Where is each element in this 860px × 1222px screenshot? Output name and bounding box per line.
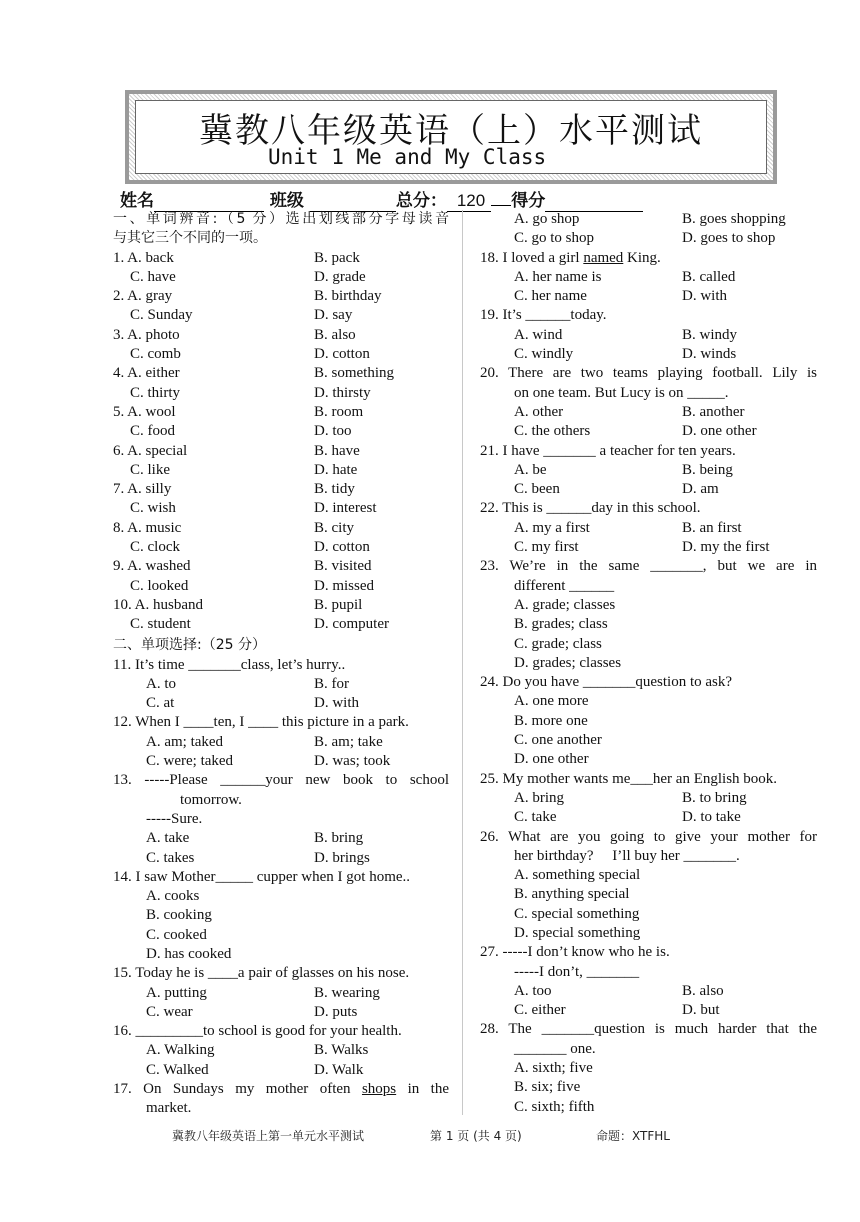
option[interactable]: B. birthday <box>314 288 382 305</box>
option[interactable]: 8. A. music <box>113 519 182 536</box>
question-20: 20. There are two teams playing football. Lily is <box>480 365 817 382</box>
q18-options-row-2 <box>480 287 817 306</box>
phonics-question-3-row-2 <box>113 345 449 364</box>
q12-options-row-1 <box>113 733 449 752</box>
question-22: 22. This is ______day in this school. <box>480 500 701 517</box>
option[interactable]: D. with <box>314 695 359 712</box>
option[interactable]: B. bring <box>314 830 364 847</box>
option[interactable]: D. missed <box>314 577 374 594</box>
phonics-question-5-row-2 <box>113 422 449 441</box>
option[interactable]: C. either <box>514 1002 566 1019</box>
option[interactable]: C. like <box>130 461 170 478</box>
option[interactable]: 4. A. either <box>113 365 180 382</box>
option[interactable]: 7. A. silly <box>113 481 172 498</box>
option[interactable]: C. windly <box>514 346 574 363</box>
phonics-question-10-row-2 <box>113 615 449 634</box>
option[interactable]: B. goes shopping <box>682 211 786 227</box>
option[interactable]: B. have <box>314 442 360 459</box>
q12-options-row-2 <box>113 752 449 771</box>
question-26: 26. What are you going to give your mother for <box>480 828 817 845</box>
class-label: 班级 <box>269 191 304 211</box>
option[interactable]: B. wearing <box>314 984 380 1001</box>
option[interactable]: A. be <box>514 461 547 478</box>
question-23-cont: different ______ <box>514 577 615 594</box>
option[interactable]: B. anything special <box>514 886 630 903</box>
q16-options-row-1 <box>113 1041 449 1060</box>
option[interactable]: C. food <box>130 423 175 440</box>
option[interactable]: D. winds <box>682 346 737 363</box>
option[interactable]: B. visited <box>314 558 372 575</box>
option[interactable]: 2. A. gray <box>113 288 173 305</box>
question-13: 13. -----Please ______your new book to school <box>113 772 449 789</box>
option[interactable]: C. comb <box>130 346 181 363</box>
question-17-cont: market. <box>146 1100 192 1117</box>
option[interactable]: B. grades; class <box>514 616 608 633</box>
option[interactable]: A. take <box>146 830 190 847</box>
question-27: 27. -----I don’t know who he is. <box>480 944 670 961</box>
option[interactable]: B. being <box>682 461 733 478</box>
question-26-cont: her birthday? I’ll buy her _______. <box>514 847 740 864</box>
option[interactable]: D. grades; classes <box>514 654 622 671</box>
option[interactable]: C. the others <box>514 423 591 440</box>
q17-options-row-1 <box>480 210 817 229</box>
q13-options-row-2 <box>113 849 449 868</box>
phonics-question-6-row-1 <box>113 442 449 461</box>
question-18 <box>480 249 817 268</box>
q13-options-row-1 <box>113 829 449 848</box>
option[interactable]: 9. A. washed <box>113 558 191 575</box>
q21-options-row-1 <box>480 461 817 480</box>
option[interactable]: C. at <box>146 695 175 712</box>
option[interactable]: A. to <box>146 675 176 692</box>
q18-text-end: King. <box>623 249 661 266</box>
phonics-question-7-row-2 <box>113 499 449 518</box>
option[interactable]: D. too <box>314 423 352 440</box>
section-2-heading: 二、单项选择:（25 分） <box>113 636 266 653</box>
option[interactable]: A. go shop <box>514 211 580 227</box>
option[interactable]: A. wind <box>514 326 563 343</box>
option[interactable]: A. my a first <box>514 519 590 536</box>
question-13-reply: -----Sure. <box>146 810 203 827</box>
phonics-question-10-row-1 <box>113 596 449 615</box>
option[interactable]: D. grade <box>314 268 366 285</box>
option[interactable]: C. special something <box>514 905 640 922</box>
option[interactable]: C. one another <box>514 732 602 749</box>
section-1-heading-cont: 与其它三个不同的一项。 <box>113 230 267 247</box>
option[interactable]: A. Walking <box>146 1042 215 1059</box>
option[interactable]: D. am <box>682 481 719 498</box>
q18-text: 18. I loved a girl <box>480 249 584 266</box>
option[interactable]: C. takes <box>146 849 195 866</box>
phonics-question-4-row-2 <box>113 384 449 403</box>
q17-options-row-2 <box>480 229 817 248</box>
q18-options-row-1 <box>480 268 817 287</box>
option[interactable]: B. cooking <box>146 907 212 924</box>
option[interactable]: D. one other <box>514 751 589 768</box>
option[interactable]: D. special something <box>514 924 641 941</box>
option[interactable]: C. wear <box>146 1003 193 1020</box>
option[interactable]: B. called <box>682 268 736 285</box>
q16-options-row-2 <box>113 1061 449 1080</box>
q22-options-row-2 <box>480 538 817 557</box>
question-23: 23. We’re in the same _______, but we are in <box>480 558 817 575</box>
option[interactable]: A. something special <box>514 867 641 884</box>
option[interactable]: D. brings <box>314 849 370 866</box>
option[interactable]: C. my first <box>514 539 579 556</box>
option[interactable]: 3. A. photo <box>113 326 180 343</box>
phonics-question-6-row-2 <box>113 461 449 480</box>
q20-options-row-2 <box>480 422 817 441</box>
option[interactable]: B. windy <box>682 326 738 343</box>
page-title: 冀教八年级英语（上）水平测试 <box>199 111 703 151</box>
footer-author: 命题：XTFHL <box>596 1129 670 1143</box>
option[interactable]: B. pack <box>314 249 360 266</box>
option[interactable]: D. one other <box>682 423 757 440</box>
q27-options-row-2 <box>480 1001 817 1020</box>
phonics-question-2-row-1 <box>113 287 449 306</box>
question-24: 24. Do you have _______question to ask? <box>480 674 733 691</box>
right-column <box>480 210 817 1117</box>
title-banner <box>125 90 777 184</box>
option[interactable]: D. computer <box>314 616 389 633</box>
option[interactable]: B. pupil <box>314 596 363 613</box>
option[interactable]: D. Walk <box>314 1061 364 1078</box>
question-16: 16. _________to school is good for your health. <box>113 1023 402 1040</box>
option[interactable]: C. been <box>514 481 560 498</box>
option[interactable]: D. but <box>682 1002 720 1019</box>
q21-options-row-2 <box>480 480 817 499</box>
footer-title: 冀教八年级英语上第一单元水平测试 <box>172 1129 365 1143</box>
column-divider <box>462 210 463 1115</box>
option[interactable]: A. putting <box>146 984 207 1001</box>
footer-page-number: 第 1 页 (共 4 页) <box>430 1129 522 1143</box>
phonics-questions <box>113 249 449 635</box>
total-label: 总分： <box>395 191 447 211</box>
section-1-heading: 一、单词辨音:（5 分）选出划线部分字母读音 <box>113 211 449 227</box>
option[interactable]: B. something <box>314 365 395 382</box>
q20-options-row-1 <box>480 403 817 422</box>
title-banner-inner <box>135 100 767 174</box>
option[interactable]: B. also <box>314 326 356 343</box>
option[interactable]: C. sixth; fifth <box>514 1098 595 1115</box>
option[interactable]: C. student <box>130 616 191 633</box>
option[interactable]: C. wish <box>130 500 176 517</box>
phonics-question-8-row-1 <box>113 519 449 538</box>
option[interactable]: 10. A. husband <box>113 596 203 613</box>
question-28-cont: _______ one. <box>514 1040 596 1057</box>
option[interactable]: A. sixth; five <box>514 1060 593 1077</box>
question-20-cont: on one team. But Lucy is on _____. <box>514 384 729 401</box>
option[interactable]: C. thirty <box>130 384 181 401</box>
option[interactable]: D. interest <box>314 500 377 517</box>
name-label: 姓名 <box>120 191 154 211</box>
q19-options-row-2 <box>480 345 817 364</box>
option[interactable]: B. more one <box>514 712 588 729</box>
option[interactable]: D. has cooked <box>146 945 232 962</box>
option[interactable]: B. an first <box>682 519 742 536</box>
option[interactable]: D. cotton <box>314 346 370 363</box>
question-15: 15. Today he is ____a pair of glasses on his nose. <box>113 965 410 982</box>
option[interactable]: B. Walks <box>314 1042 369 1059</box>
option[interactable]: A. her name is <box>514 268 602 285</box>
option[interactable]: B. for <box>314 675 349 692</box>
option[interactable]: C. were; taked <box>146 753 234 770</box>
option[interactable]: C. go to shop <box>514 230 595 247</box>
option[interactable]: B. to bring <box>682 789 747 806</box>
option[interactable]: B. am; take <box>314 733 383 750</box>
score-label: 得分 <box>511 191 546 211</box>
question-14: 14. I saw Mother_____ cupper when I got home.. <box>113 868 411 885</box>
question-17 <box>113 1080 449 1099</box>
option[interactable]: A. other <box>514 403 564 420</box>
option[interactable]: C. Walked <box>146 1061 209 1078</box>
option[interactable]: A. bring <box>514 789 564 806</box>
option[interactable]: A. too <box>514 982 552 999</box>
option[interactable]: A. cooks <box>146 888 200 905</box>
phonics-question-2-row-2 <box>113 306 449 325</box>
q17-underlined-word: shops <box>361 1081 397 1098</box>
question-12: 12. When I ____ten, I ____ this picture in a park. <box>113 714 409 731</box>
option[interactable]: D. thirsty <box>314 384 371 401</box>
q17-text-end: in the <box>407 1081 450 1098</box>
question-21: 21. I have _______ a teacher for ten years. <box>480 442 736 459</box>
phonics-question-1-row-2 <box>113 268 449 287</box>
option[interactable]: D. cotton <box>314 539 370 556</box>
option[interactable]: C. have <box>130 268 176 285</box>
option[interactable]: B. six; five <box>514 1079 581 1096</box>
phonics-question-7-row-1 <box>113 480 449 499</box>
phonics-question-9-row-2 <box>113 577 449 596</box>
question-28: 28. The _______question is much harder that the <box>480 1021 817 1038</box>
q17-text: 17. On Sundays my mother often <box>113 1081 351 1098</box>
option[interactable]: C. looked <box>130 577 189 594</box>
option[interactable]: A. am; taked <box>146 733 224 750</box>
phonics-question-4-row-1 <box>113 364 449 383</box>
left-column <box>113 210 449 1119</box>
phonics-question-1-row-1 <box>113 249 449 268</box>
option[interactable]: D. my the first <box>682 539 770 556</box>
option[interactable]: C. her name <box>514 288 587 305</box>
total-blank <box>491 205 511 206</box>
unit-subtitle: Unit 1 Me and My Class <box>268 145 547 169</box>
option[interactable]: A. grade; classes <box>514 596 616 613</box>
question-25: 25. My mother wants me___her an English book. <box>480 770 778 787</box>
phonics-question-5-row-1 <box>113 403 449 422</box>
option[interactable]: B. another <box>682 403 745 420</box>
q11-options-row-1 <box>113 675 449 694</box>
option[interactable]: C. take <box>514 809 557 826</box>
option[interactable]: B. also <box>682 982 724 999</box>
option[interactable]: B. tidy <box>314 481 355 498</box>
q22-options-row-1 <box>480 519 817 538</box>
question-19: 19. It’s ______today. <box>480 307 607 324</box>
option[interactable]: C. clock <box>130 539 180 556</box>
total-score: 120 <box>447 191 491 212</box>
q27-options-row-1 <box>480 982 817 1001</box>
question-13-cont: tomorrow. <box>180 791 242 808</box>
q15-options-row-1 <box>113 984 449 1003</box>
phonics-question-9-row-1 <box>113 557 449 576</box>
q11-options-row-2 <box>113 694 449 713</box>
q19-options-row-1 <box>480 326 817 345</box>
option[interactable]: C. Sunday <box>130 307 193 324</box>
phonics-question-3-row-1 <box>113 326 449 345</box>
option[interactable]: 1. A. back <box>113 249 174 266</box>
q25-options-row-2 <box>480 808 817 827</box>
option[interactable]: D. say <box>314 307 353 324</box>
q25-options-row-1 <box>480 789 817 808</box>
option[interactable]: A. one more <box>514 693 589 710</box>
q15-options-row-2 <box>113 1003 449 1022</box>
option[interactable]: C. cooked <box>146 926 207 943</box>
question-11: 11. It’s time _______class, let’s hurry.. <box>113 656 346 673</box>
option[interactable]: 6. A. special <box>113 442 188 459</box>
option[interactable]: D. goes to shop <box>682 230 776 247</box>
option[interactable]: B. room <box>314 403 364 420</box>
option[interactable]: D. with <box>682 288 727 305</box>
option[interactable]: D. puts <box>314 1003 358 1020</box>
question-27-reply: -----I don’t, _______ <box>514 963 640 980</box>
option[interactable]: D. hate <box>314 461 358 478</box>
phonics-question-8-row-2 <box>113 538 449 557</box>
option[interactable]: D. was; took <box>314 753 391 770</box>
option[interactable]: B. city <box>314 519 354 536</box>
q18-underlined-word: named <box>583 249 624 266</box>
option[interactable]: 5. A. wool <box>113 403 176 420</box>
option[interactable]: D. to take <box>682 809 741 826</box>
student-info-line <box>120 186 643 212</box>
option[interactable]: C. grade; class <box>514 635 602 652</box>
